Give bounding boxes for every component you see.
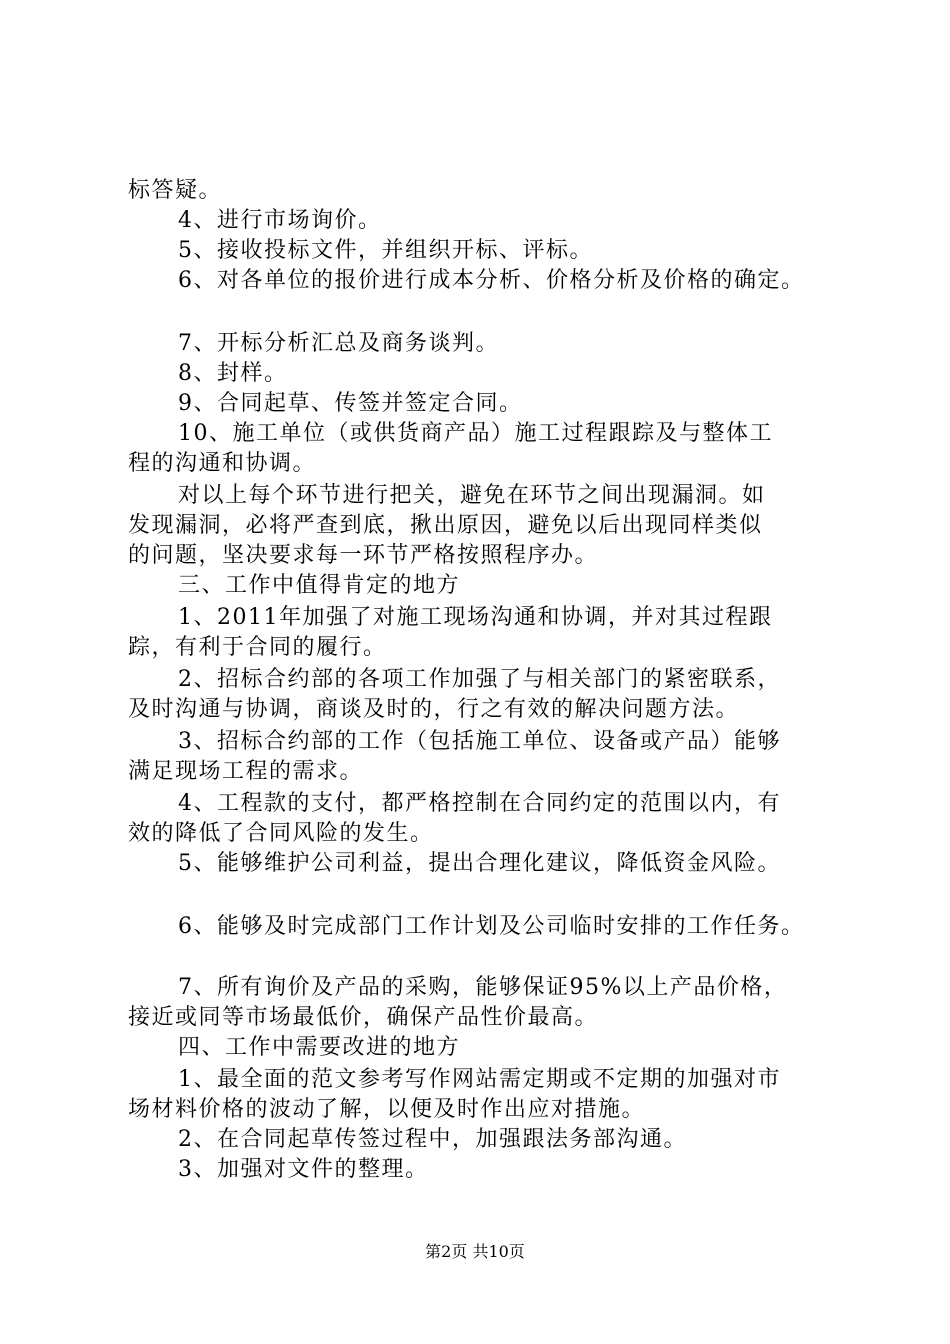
text-line: 7、所有询价及产品的采购，能够保证95%以上产品价格， [178, 975, 788, 1000]
text-line: 6、能够及时完成部门工作计划及公司临时安排的工作任务。 [178, 914, 805, 939]
text-line: 8、封样。 [178, 361, 288, 386]
section-heading: 三、工作中值得肯定的地方 [178, 573, 461, 598]
section-heading: 四、工作中需要改进的地方 [178, 1035, 461, 1060]
text-line: 的问题，坚决要求每一环节严格按照程序办。 [128, 543, 599, 568]
text-line: 发现漏洞，必将严查到底，揪出原因，避免以后出现同样类似 [128, 513, 763, 538]
text-line: 场材料价格的波动了解，以便及时作出应对措施。 [128, 1097, 646, 1122]
text-line: 1、2011年加强了对施工现场沟通和协调，并对其过程跟 [178, 605, 773, 630]
text-line: 1、最全面的范文参考写作网站需定期或不定期的加强对市 [178, 1067, 781, 1092]
text-line: 4、工程款的支付，都严格控制在合同约定的范围以内，有 [178, 791, 781, 816]
text-line: 接近或同等市场最低价，确保产品性价最高。 [128, 1005, 599, 1030]
text-line: 2、在合同起草传签过程中，加强跟法务部沟通。 [178, 1127, 687, 1152]
text-line: 3、招标合约部的工作（包括施工单位、设备或产品）能够 [178, 729, 781, 754]
text-line: 效的降低了合同风险的发生。 [128, 821, 434, 846]
text-line: 3、加强对文件的整理。 [178, 1157, 429, 1182]
text-line: 踪，有利于合同的履行。 [128, 635, 387, 660]
text-line: 7、开标分析汇总及商务谈判。 [178, 331, 499, 356]
text-line: 4、进行市场询价。 [178, 208, 382, 233]
text-line: 满足现场工程的需求。 [128, 759, 364, 784]
text-line: 9、合同起草、传签并签定合同。 [178, 391, 523, 416]
text-line: 10、施工单位（或供货商产品）施工过程跟踪及与整体工 [178, 421, 773, 446]
text-line: 程的沟通和协调。 [128, 451, 317, 476]
text-line: 2、招标合约部的各项工作加强了与相关部门的紧密联系， [178, 667, 781, 692]
text-line: 5、接收投标文件，并组织开标、评标。 [178, 238, 593, 263]
text-line: 5、能够维护公司利益，提出合理化建议，降低资金风险。 [178, 851, 781, 876]
text-line: 标答疑。 [128, 178, 223, 203]
text-line: 及时沟通与协调，商谈及时的，行之有效的解决问题方法。 [128, 697, 740, 722]
text-line: 对以上每个环节进行把关，避免在环节之间出现漏洞。如 [178, 483, 766, 508]
page-footer: 第2页 共10页 [425, 1242, 525, 1261]
text-line: 6、对各单位的报价进行成本分析、价格分析及价格的确定。 [178, 268, 805, 293]
